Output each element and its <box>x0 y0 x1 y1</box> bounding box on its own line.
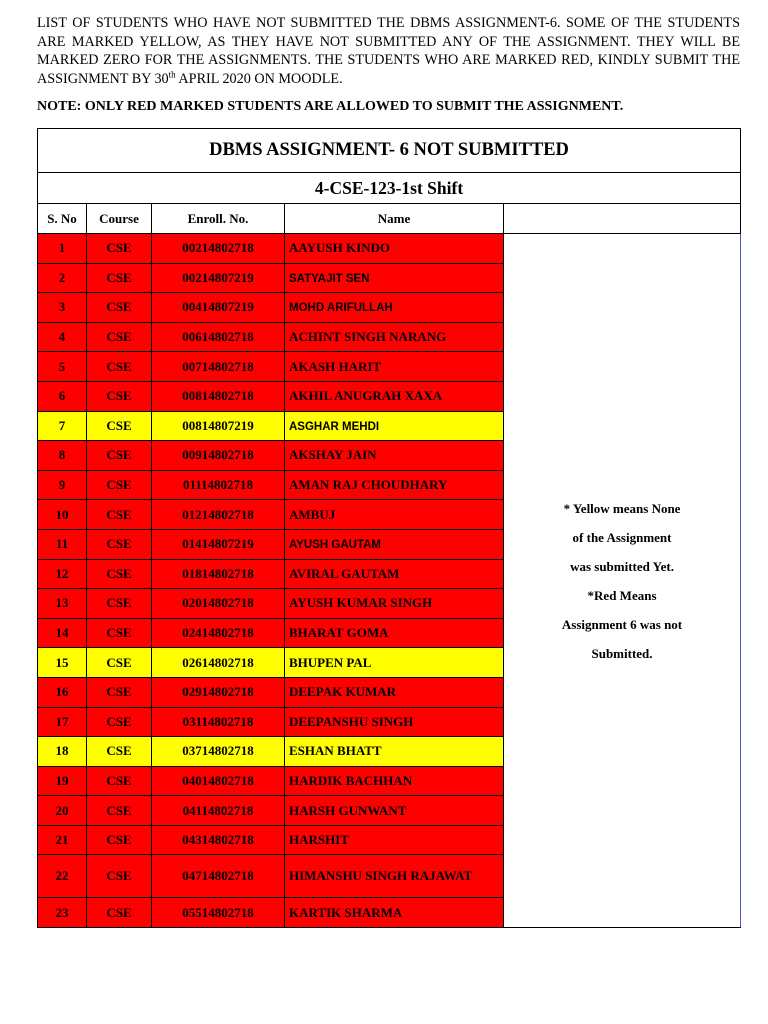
cell-course: CSE <box>87 677 152 707</box>
student-name: AKASH HARIT <box>289 358 382 374</box>
student-name: DEEPANSHU SINGH <box>289 713 414 729</box>
cell-sno: 15 <box>38 648 87 678</box>
student-name: AAYUSH KINDO <box>289 240 391 256</box>
student-name: AMBUJ <box>289 506 336 522</box>
student-name: HARSHIT <box>289 832 349 848</box>
cell-sno: 6 <box>38 381 87 411</box>
cell-enroll: 01214802718 <box>152 500 285 530</box>
cell-name <box>285 677 504 707</box>
cell-name <box>285 855 504 898</box>
cell-name <box>285 263 504 293</box>
shift-title: 4-CSE-123-1st Shift <box>38 173 741 204</box>
cell-sno: 8 <box>38 441 87 471</box>
shift-row <box>38 173 741 204</box>
cell-sno: 2 <box>38 263 87 293</box>
note-text: NOTE: ONLY RED MARKED STUDENTS ARE ALLOWED TO SUBMIT THE ASSIGNMENT. <box>37 99 624 114</box>
cell-enroll: 00414807219 <box>152 293 285 323</box>
student-name: BHARAT GOMA <box>289 625 389 641</box>
cell-enroll: 02614802718 <box>152 648 285 678</box>
cell-enroll: 00914802718 <box>152 441 285 471</box>
cell-course: CSE <box>87 529 152 559</box>
student-name: KARTIK SHARMA <box>289 904 403 920</box>
student-name: AKHIL ANUGRAH XAXA <box>289 388 443 404</box>
student-name: ASGHAR MEHDI <box>289 420 380 433</box>
cell-name <box>285 441 504 471</box>
student-name: AYUSH KUMAR SINGH <box>289 595 433 611</box>
cell-course: CSE <box>87 559 152 589</box>
student-name: DEEPAK KUMAR <box>289 684 397 700</box>
cell-name <box>285 618 504 648</box>
table-row <box>38 234 741 264</box>
cell-course: CSE <box>87 322 152 352</box>
cell-enroll: 04014802718 <box>152 766 285 796</box>
cell-name <box>285 500 504 530</box>
table-title: DBMS ASSIGNMENT- 6 NOT SUBMITTED <box>38 129 741 173</box>
cell-name <box>285 411 504 441</box>
intro-paragraph <box>37 14 740 88</box>
cell-enroll: 00214802718 <box>152 234 285 264</box>
cell-sno: 17 <box>38 707 87 737</box>
cell-name <box>285 737 504 767</box>
cell-course: CSE <box>87 825 152 855</box>
cell-sno: 7 <box>38 411 87 441</box>
cell-sno: 22 <box>38 855 87 898</box>
cell-course: CSE <box>87 898 152 928</box>
cell-enroll: 02014802718 <box>152 589 285 619</box>
cell-course: CSE <box>87 381 152 411</box>
student-name: SATYAJIT SEN <box>289 272 370 285</box>
cell-name <box>285 766 504 796</box>
student-name: ESHAN BHATT <box>289 743 382 759</box>
cell-enroll: 00814807219 <box>152 411 285 441</box>
student-name: AYUSH GAUTAM <box>289 539 382 552</box>
legend-line: was submitted Yet. <box>570 558 674 574</box>
cell-sno: 12 <box>38 559 87 589</box>
cell-enroll: 05514802718 <box>152 898 285 928</box>
cell-name <box>285 825 504 855</box>
cell-sno: 21 <box>38 825 87 855</box>
cell-sno: 10 <box>38 500 87 530</box>
student-name: AKSHAY JAIN <box>289 447 377 463</box>
cell-sno: 4 <box>38 322 87 352</box>
cell-enroll: 00614802718 <box>152 322 285 352</box>
cell-enroll: 01114802718 <box>152 470 285 500</box>
cell-enroll: 01814802718 <box>152 559 285 589</box>
cell-enroll: 04714802718 <box>152 855 285 898</box>
cell-sno: 20 <box>38 796 87 826</box>
table-title-row <box>38 129 741 173</box>
cell-sno: 14 <box>38 618 87 648</box>
student-name: AMAN RAJ CHOUDHARY <box>289 477 448 493</box>
cell-course: CSE <box>87 766 152 796</box>
cell-enroll: 00714802718 <box>152 352 285 382</box>
cell-course: CSE <box>87 796 152 826</box>
cell-enroll: 04114802718 <box>152 796 285 826</box>
cell-name <box>285 796 504 826</box>
header-row <box>38 204 741 234</box>
cell-sno: 16 <box>38 677 87 707</box>
cell-enroll: 01414807219 <box>152 529 285 559</box>
header-name: Name <box>285 204 504 234</box>
cell-sno: 23 <box>38 898 87 928</box>
cell-course: CSE <box>87 441 152 471</box>
student-name: ACHINT SINGH NARANG <box>289 329 447 345</box>
cell-course: CSE <box>87 648 152 678</box>
cell-enroll: 00214807219 <box>152 263 285 293</box>
cell-sno: 18 <box>38 737 87 767</box>
cell-name <box>285 293 504 323</box>
cell-name <box>285 648 504 678</box>
student-name: HARSH GUNWANT <box>289 802 407 818</box>
cell-name <box>285 559 504 589</box>
cell-enroll: 03114802718 <box>152 707 285 737</box>
student-name: BHUPEN PAL <box>289 654 372 670</box>
cell-course: CSE <box>87 411 152 441</box>
intro-text-end: APRIL 2020 ON MOODLE. <box>175 70 343 87</box>
cell-enroll: 03714802718 <box>152 737 285 767</box>
cell-course: CSE <box>87 470 152 500</box>
cell-course: CSE <box>87 737 152 767</box>
cell-course: CSE <box>87 589 152 619</box>
legend-note <box>504 234 741 928</box>
students-table <box>37 128 741 928</box>
header-enroll: Enroll. No. <box>152 204 285 234</box>
cell-enroll: 04314802718 <box>152 825 285 855</box>
cell-name <box>285 470 504 500</box>
cell-enroll: 00814802718 <box>152 381 285 411</box>
cell-name <box>285 322 504 352</box>
cell-name <box>285 898 504 928</box>
cell-course: CSE <box>87 293 152 323</box>
cell-name <box>285 234 504 264</box>
student-name: HARDIK BACHHAN <box>289 772 413 788</box>
cell-name <box>285 381 504 411</box>
legend-line: Submitted. <box>591 645 653 661</box>
cell-name <box>285 529 504 559</box>
cell-enroll: 02414802718 <box>152 618 285 648</box>
legend-line: *Red Means <box>587 587 657 603</box>
cell-sno: 3 <box>38 293 87 323</box>
legend-line: * Yellow means None <box>563 500 681 516</box>
cell-course: CSE <box>87 618 152 648</box>
cell-course: CSE <box>87 352 152 382</box>
cell-name <box>285 589 504 619</box>
cell-name <box>285 352 504 382</box>
student-name: AVIRAL GAUTAM <box>289 565 400 581</box>
cell-sno: 1 <box>38 234 87 264</box>
student-name: HIMANSHU SINGH RAJAWAT <box>289 868 473 884</box>
cell-enroll: 02914802718 <box>152 677 285 707</box>
cell-sno: 13 <box>38 589 87 619</box>
cell-course: CSE <box>87 500 152 530</box>
intro-superscript: th <box>168 68 176 79</box>
header-sno: S. No <box>38 204 87 234</box>
cell-sno: 5 <box>38 352 87 382</box>
cell-course: CSE <box>87 263 152 293</box>
cell-course: CSE <box>87 855 152 898</box>
cell-sno: 11 <box>38 529 87 559</box>
cell-sno: 9 <box>38 470 87 500</box>
intro-text: LIST OF STUDENTS WHO HAVE NOT SUBMITTED THE DBMS ASSIGNMENT-6. SOME OF THE STUDENTS ARE MARKED YELLOW, AS THEY HAVE NOT SUBMITTED ANY OF THE ASSIGNMENT. THEY WILL BE MARKED ZERO FOR THE ASSIGNMENTS. THE STUDENTS WHO ARE MARKED RED, KINDLY SUBMIT THE ASSIGNMENT BY 30 <box>37 15 740 87</box>
student-name: MOHD ARIFULLAH <box>289 302 393 315</box>
header-course: Course <box>87 204 152 234</box>
header-blank <box>504 204 741 234</box>
legend-line: Assignment 6 was not <box>561 616 683 632</box>
legend-line: of the Assignment <box>572 529 672 545</box>
cell-sno: 19 <box>38 766 87 796</box>
cell-name <box>285 707 504 737</box>
cell-course: CSE <box>87 707 152 737</box>
cell-course: CSE <box>87 234 152 264</box>
